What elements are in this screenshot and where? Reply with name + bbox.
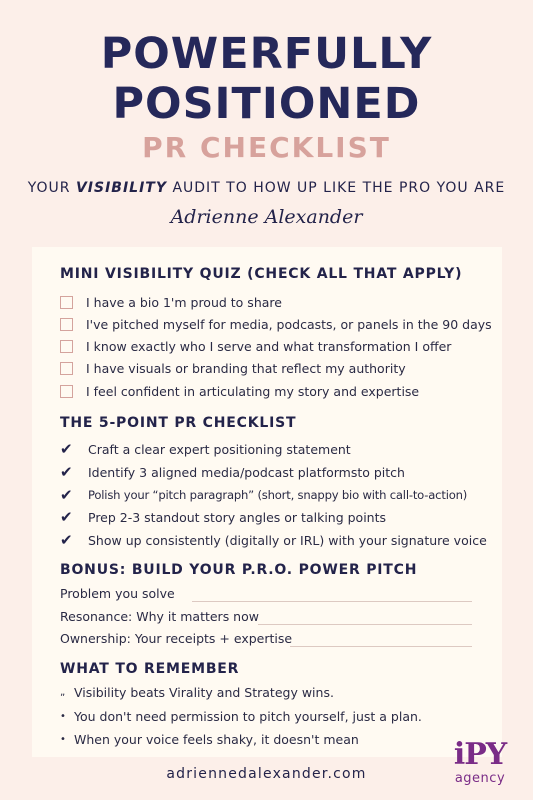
checklist-item [60,486,467,504]
checkbox[interactable] [60,296,73,309]
ipy-agency-logo [442,738,518,794]
checkmark-icon: ✔ [60,463,73,481]
checklist-item-label: Show up consistently (digitally or IRL) with your signature voice [88,532,487,548]
answer-line[interactable] [290,646,472,647]
remember-item [60,685,334,700]
subtitle-before: YOUR [27,180,76,196]
quiz-item[interactable] [60,339,451,354]
checklist-item-label: Identify 3 aligned media/podcast platformsto pitch [88,464,405,480]
title-line-2: POSITIONED [112,79,421,129]
bonus-label: Ownership: Your receipts + expertise [60,631,293,646]
checkbox[interactable] [60,318,73,331]
title-line-3: PR CHECKLIST [142,131,391,164]
checklist-heading: THE 5-POINT PR CHECKLIST [60,415,297,431]
checklist-item [60,463,405,481]
answer-line[interactable] [258,624,472,625]
bullet-icon: • [60,734,66,745]
title-line-1: POWERFULLY [100,29,433,79]
website-link[interactable]: adriennedalexander.com [166,766,367,782]
quiz-item-label: I know exactly who I serve and what transformation I offer [86,339,452,354]
remember-item-label: When your voice feels shaky, it doesn't mean [74,732,359,747]
bullet-icon: • [60,711,66,722]
remember-item-label: Visibility beats Virality and Strategy wins. [74,685,334,700]
bonus-prompt-problem [60,586,175,601]
subtitle [0,180,533,196]
bonus-prompt-ownership [60,631,292,646]
author-name: Adrienne Alexander [170,206,363,228]
bonus-prompt-resonance [60,609,259,624]
remember-item [60,709,422,724]
answer-line[interactable] [192,601,472,602]
quiz-item-label: I've pitched myself for media, podcasts, or panels in the 90 days [86,317,492,332]
checklist-item-label: Craft a clear expert positioning statement [88,441,351,457]
checklist-item-label: Polish your “pitch paragraph” (short, snappy bio with call-to-action) [88,488,468,502]
checkmark-icon: ✔ [60,531,73,549]
checklist-item [60,440,351,458]
checkmark-icon: ✔ [60,486,73,504]
checklist-item [60,531,487,549]
checkmark-icon: ✔ [60,440,73,458]
quiz-item-label: I feel confident in articulating my story and expertise [86,384,420,399]
subtitle-after: AUDIT TO HOW UP LIKE THE PRO YOU ARE [167,180,506,196]
checklist-item-label: Prep 2-3 standout story angles or talking points [88,509,387,525]
remember-item-label: You don't need permission to pitch yourself, just a plan. [74,709,422,724]
logo-mark: iPY [453,737,507,772]
logo-subtext: agency [454,771,506,786]
quiz-heading: MINI VISIBILITY QUIZ (CHECK ALL THAT APPLY) [60,266,463,282]
checkmark-icon: ✔ [60,508,73,526]
bonus-label: Resonance: Why it matters now [60,609,259,624]
checkbox[interactable] [60,340,73,353]
checklist-item [60,508,386,526]
quiz-item-label: I have a bio 1'm proud to share [86,295,282,310]
subtitle-emphasis: VISIBILITY [75,180,167,196]
quiz-item-label: I have visuals or branding that reflect my authority [86,361,406,376]
checkbox[interactable] [60,362,73,375]
quiz-item[interactable] [60,317,492,332]
quiz-item[interactable] [60,295,282,310]
quiz-item[interactable] [60,361,406,376]
remember-heading: WHAT TO REMEMBER [60,661,240,677]
bullet-icon: „ [60,687,66,698]
quiz-item[interactable] [60,384,419,399]
checkbox[interactable] [60,385,73,398]
bonus-label: Problem you solve [60,586,175,601]
remember-item [60,732,359,747]
bonus-heading: BONUS: BUILD YOUR P.R.O. POWER PITCH [60,562,418,578]
